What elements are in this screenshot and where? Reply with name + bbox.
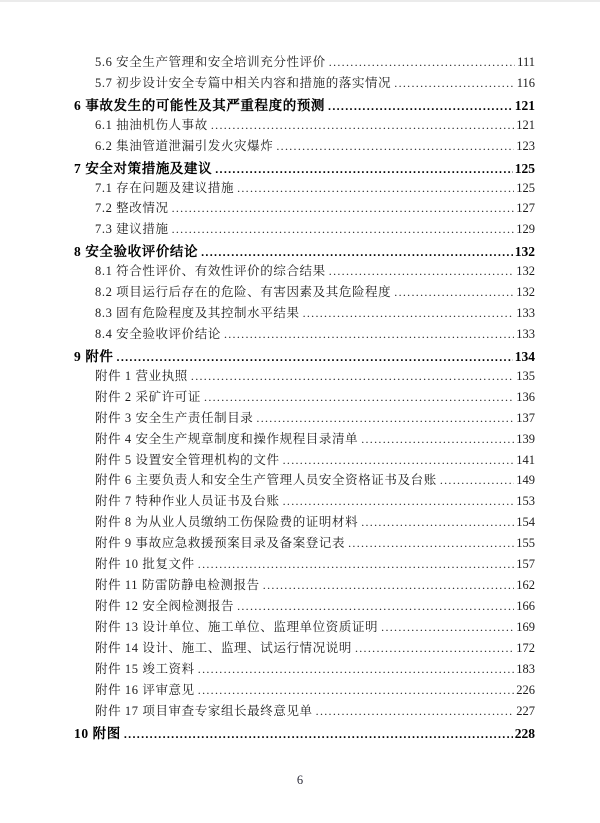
toc-entry-page: 149 (516, 473, 535, 488)
toc-dot-leader (381, 620, 514, 635)
toc-entry (70, 52, 535, 73)
toc-entry (70, 617, 535, 638)
toc-dot-leader (355, 641, 514, 656)
toc-entry-page: 127 (516, 201, 535, 216)
toc-dot-leader (215, 161, 513, 177)
toc-entry-title: 附件 3 安全生产责任制目录 (95, 410, 254, 425)
toc-entry-title: 附件 8 为从业人员缴纳工伤保险费的证明材料 (95, 515, 359, 530)
toc-entry-title: 6.2 集油管道泄漏引发火灾爆炸 (95, 138, 274, 153)
toc-entry-page: 134 (514, 348, 535, 364)
toc-entry-title: 8 安全验收评价结论 (74, 244, 199, 260)
toc-entry-title: 附件 11 防雷防静电检测报告 (95, 578, 260, 593)
toc-entry-page: 133 (516, 326, 535, 341)
toc-entry (70, 136, 535, 157)
toc-entry (70, 178, 535, 199)
toc-entry-title: 7.1 存在问题及建议措施 (95, 180, 235, 195)
toc-entry (70, 533, 535, 554)
toc-dot-leader (303, 306, 515, 321)
toc-entry (70, 659, 535, 680)
toc-entry-title: 附件 14 设计、施工、监理、试运行情况说明 (95, 640, 352, 655)
toc-entry-page: 125 (514, 160, 535, 176)
toc-entry-page: 132 (516, 285, 535, 300)
toc-entry (70, 596, 535, 617)
toc-dot-leader (117, 349, 513, 365)
toc-entry-page: 132 (514, 244, 535, 260)
toc-dot-leader (211, 118, 514, 133)
toc-entry-title: 6.1 抽油机伤人事故 (95, 117, 208, 132)
toc-dot-leader (329, 264, 514, 279)
toc-dot-leader (237, 599, 514, 614)
toc-entry-title: 附件 2 采矿许可证 (95, 389, 202, 404)
toc-dot-leader (204, 390, 514, 405)
toc-entry-page: 121 (516, 117, 535, 132)
toc-dot-leader (283, 453, 515, 468)
toc-entry (70, 429, 535, 450)
toc-entry-page: 157 (516, 557, 535, 572)
toc-entry (70, 261, 535, 282)
toc-entry (70, 575, 535, 596)
toc-dot-leader (198, 683, 514, 698)
toc-entry-title: 附件 9 事故应急救援预案目录及备案登记表 (95, 536, 346, 551)
toc-entry-title: 7.2 整改情况 (95, 201, 169, 216)
toc-list (70, 52, 535, 742)
toc-entry (70, 638, 535, 659)
toc-entry-title: 9 附件 (74, 348, 114, 364)
toc-dot-leader (201, 244, 513, 260)
toc-entry-page: 183 (516, 661, 535, 676)
toc-entry (70, 157, 535, 178)
toc-entry (70, 198, 535, 219)
toc-entry (70, 722, 535, 743)
toc-dot-leader (191, 369, 514, 384)
toc-entry (70, 324, 535, 345)
toc-entry-page: 169 (516, 619, 535, 634)
toc-dot-leader (328, 98, 513, 114)
toc-entry (70, 303, 535, 324)
toc-entry-page: 132 (516, 264, 535, 279)
toc-entry-title: 8.1 符合性评价、有效性评价的综合结果 (95, 264, 326, 279)
toc-dot-leader (348, 536, 514, 551)
page-footer (0, 771, 600, 789)
toc-entry-title: 10 附图 (74, 725, 121, 741)
toc-entry-page: 154 (516, 515, 535, 530)
toc-entry-title: 附件 15 竣工资料 (95, 661, 195, 676)
page-top-edge (0, 0, 600, 2)
toc-entry (70, 94, 535, 115)
toc-entry (70, 115, 535, 136)
toc-entry (70, 701, 535, 722)
toc-dot-leader (263, 578, 514, 593)
toc-dot-leader (361, 432, 514, 447)
toc-entry-page: 137 (516, 410, 535, 425)
toc-entry-page: 166 (516, 598, 535, 613)
toc-entry (70, 512, 535, 533)
toc-dot-leader (329, 55, 515, 70)
toc-entry-title: 附件 13 设计单位、施工单位、监理单位资质证明 (95, 619, 379, 634)
toc-entry-title: 附件 12 安全阀检测报告 (95, 598, 235, 613)
toc-entry-title: 附件 17 项目审查专家组长最终意见单 (95, 703, 313, 718)
toc-entry-page: 227 (516, 703, 535, 718)
toc-entry-page: 136 (516, 389, 535, 404)
toc-entry-page: 123 (516, 138, 535, 153)
toc-entry-title: 8.4 安全验收评价结论 (95, 326, 221, 341)
toc-dot-leader (224, 327, 514, 342)
toc-entry-title: 7 安全对策措施及建议 (74, 160, 213, 176)
toc-entry (70, 345, 535, 366)
toc-dot-leader (172, 201, 515, 216)
toc-dot-leader (394, 285, 514, 300)
toc-entry-page: 153 (516, 494, 535, 509)
toc-entry-title: 附件 16 评审意见 (95, 682, 195, 697)
toc-entry (70, 491, 535, 512)
toc-entry-page: 172 (516, 640, 535, 655)
toc-dot-leader (172, 222, 515, 237)
toc-entry-title: 5.6 安全生产管理和安全培训充分性评价 (95, 55, 326, 69)
toc-entry-page: 226 (516, 682, 535, 697)
footer-page-number: 6 (296, 773, 304, 787)
toc-dot-leader (283, 494, 515, 509)
toc-entry-title: 附件 5 设置安全管理机构的文件 (95, 452, 280, 467)
toc-dot-leader (198, 557, 514, 572)
toc-entry-title: 8.3 固有危险程度及其控制水平结果 (95, 306, 300, 321)
toc-dot-leader (276, 139, 514, 154)
toc-entry (70, 387, 535, 408)
toc-entry-page: 129 (516, 222, 535, 237)
toc-entry-title: 8.2 项目运行后存在的危险、有害因素及其危险程度 (95, 285, 392, 300)
toc-entry (70, 366, 535, 387)
toc-entry-title: 6 事故发生的可能性及其严重程度的预测 (74, 97, 326, 113)
toc-entry (70, 282, 535, 303)
toc-entry-title: 附件 4 安全生产规章制度和操作规程目录清单 (95, 431, 359, 446)
toc-entry (70, 680, 535, 701)
toc-entry-page: 116 (516, 75, 535, 90)
toc-entry-page: 162 (516, 578, 535, 593)
toc-dot-leader (256, 411, 514, 426)
toc-entry-page: 125 (516, 180, 535, 195)
toc-entry-page: 111 (517, 55, 535, 69)
toc-entry-page: 121 (514, 97, 535, 113)
toc-entry-page: 141 (516, 452, 535, 467)
toc-entry-page: 135 (516, 368, 535, 383)
toc-entry (70, 73, 535, 94)
toc-entry-page: 228 (514, 725, 535, 741)
toc-entry (70, 408, 535, 429)
toc-dot-leader (440, 473, 514, 488)
toc-entry-page: 155 (516, 536, 535, 551)
toc-dot-leader (198, 662, 514, 677)
toc-dot-leader (361, 515, 514, 530)
toc-entry (70, 240, 535, 261)
toc-entry-page: 139 (516, 431, 535, 446)
toc-entry-title: 7.3 建议措施 (95, 222, 169, 237)
toc-entry (70, 470, 535, 491)
toc-entry (70, 450, 535, 471)
toc-dot-leader (394, 76, 514, 91)
toc-entry-title: 附件 1 营业执照 (95, 368, 188, 383)
toc-entry (70, 219, 535, 240)
toc-dot-leader (124, 726, 513, 742)
toc-entry (70, 554, 535, 575)
toc-entry-page: 133 (516, 306, 535, 321)
toc-dot-leader (316, 704, 515, 719)
toc-entry-title: 5.7 初步设计安全专篇中相关内容和措施的落实情况 (95, 75, 392, 90)
toc-entry-title: 附件 10 批复文件 (95, 557, 195, 572)
toc-dot-leader (237, 181, 514, 196)
toc-entry-title: 附件 6 主要负责人和安全生产管理人员安全资格证书及台账 (95, 473, 437, 488)
toc-entry-title: 附件 7 特种作业人员证书及台账 (95, 494, 280, 509)
